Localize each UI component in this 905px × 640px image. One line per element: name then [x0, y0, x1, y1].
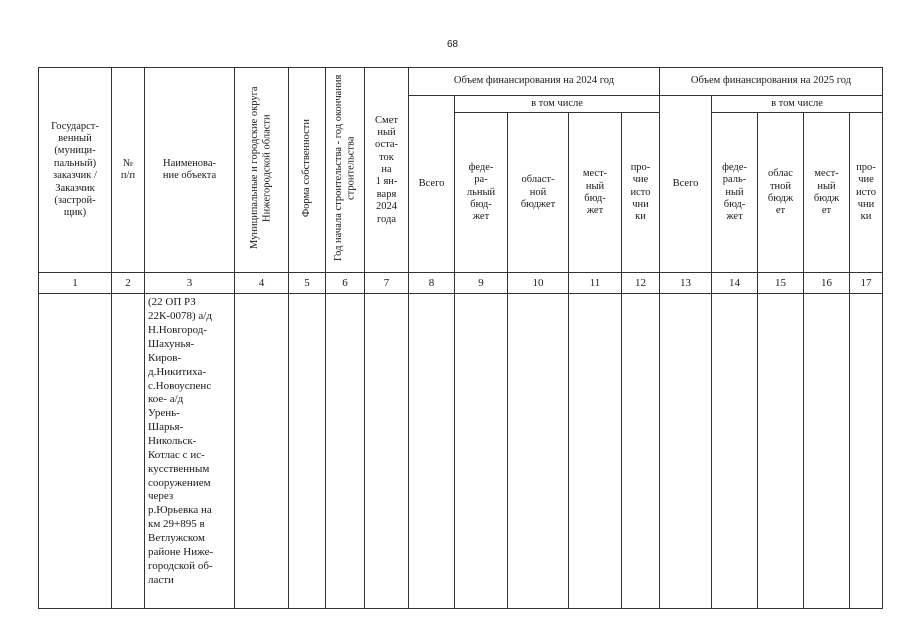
column-number: 8	[409, 273, 455, 294]
column-number: 7	[365, 273, 409, 294]
cell-ownership	[289, 294, 326, 609]
column-number: 15	[758, 273, 804, 294]
header-2025-regional: облас тной бюдж ет	[758, 113, 804, 273]
column-number: 4	[235, 273, 289, 294]
header-2024-including: в том числе	[455, 96, 660, 113]
column-number: 9	[455, 273, 508, 294]
header-2024-regional: област- ной бюджет	[508, 113, 569, 273]
cell-2024-total	[409, 294, 455, 609]
column-number: 17	[850, 273, 883, 294]
cell-2024-local	[569, 294, 622, 609]
header-financing-2025: Объем финансирования на 2025 год	[660, 68, 883, 96]
header-estimated-balance: Смет ный оста- ток на 1 ян- варя 2024 года	[365, 68, 409, 273]
cell-2025-total	[660, 294, 712, 609]
header-2024-total: Всего	[409, 96, 455, 273]
column-number: 14	[712, 273, 758, 294]
cell-2024-federal	[455, 294, 508, 609]
cell-2025-local	[804, 294, 850, 609]
header-municipality: Муниципальные и городские округа Нижегородской области	[235, 68, 289, 273]
cell-2025-federal	[712, 294, 758, 609]
header-2024-federal: феде- ра- льный бюд- жет	[455, 113, 508, 273]
header-2025-federal: феде- раль- ный бюд- жет	[712, 113, 758, 273]
column-number: 6	[326, 273, 365, 294]
cell-object-name: (22 ОП РЗ 22К-0078) а/д Н.Новгород- Шахунья- Киров- д.Никитиха- с.Новоуспенс кое- а/д Урень- Шарья- Никольск- Котлас с ис- кусственным сооружением через р.Юрьевка на км 29+895 в Ветлужском районе Ниже- городской об- ласти	[145, 294, 235, 609]
column-number: 16	[804, 273, 850, 294]
cell-number	[112, 294, 145, 609]
header-number: № п/п	[112, 68, 145, 273]
header-construction-years: Год начала строительства - год окончания строительства	[326, 68, 365, 273]
header-financing-2024: Объем финансирования на 2024 год	[409, 68, 660, 96]
cell-2024-other	[622, 294, 660, 609]
column-number: 12	[622, 273, 660, 294]
column-number: 2	[112, 273, 145, 294]
header-2025-local: мест- ный бюдж ет	[804, 113, 850, 273]
cell-2024-regional	[508, 294, 569, 609]
column-number: 13	[660, 273, 712, 294]
header-2024-other: про- чие исто чни ки	[622, 113, 660, 273]
header-2025-other: про- чие исто чни ки	[850, 113, 883, 273]
column-number: 3	[145, 273, 235, 294]
cell-estimated-balance	[365, 294, 409, 609]
cell-2025-other	[850, 294, 883, 609]
header-2025-including: в том числе	[712, 96, 883, 113]
financing-table	[38, 67, 883, 609]
header-object-name: Наименова- ние объекта	[145, 68, 235, 273]
column-number-row	[39, 273, 883, 294]
header-2024-local: мест- ный бюд- жет	[569, 113, 622, 273]
cell-2025-regional	[758, 294, 804, 609]
cell-municipality	[235, 294, 289, 609]
page-number: 68	[446, 39, 459, 50]
column-number: 5	[289, 273, 326, 294]
column-number: 1	[39, 273, 112, 294]
header-customer: Государст- венный (муници- пальный) заказчик / Заказчик (застрой- щик)	[39, 68, 112, 273]
header-ownership: Форма собственности	[289, 68, 326, 273]
column-number: 10	[508, 273, 569, 294]
cell-construction-years	[326, 294, 365, 609]
header-2025-total: Всего	[660, 96, 712, 273]
column-number: 11	[569, 273, 622, 294]
cell-customer	[39, 294, 112, 609]
table-row	[39, 294, 883, 609]
